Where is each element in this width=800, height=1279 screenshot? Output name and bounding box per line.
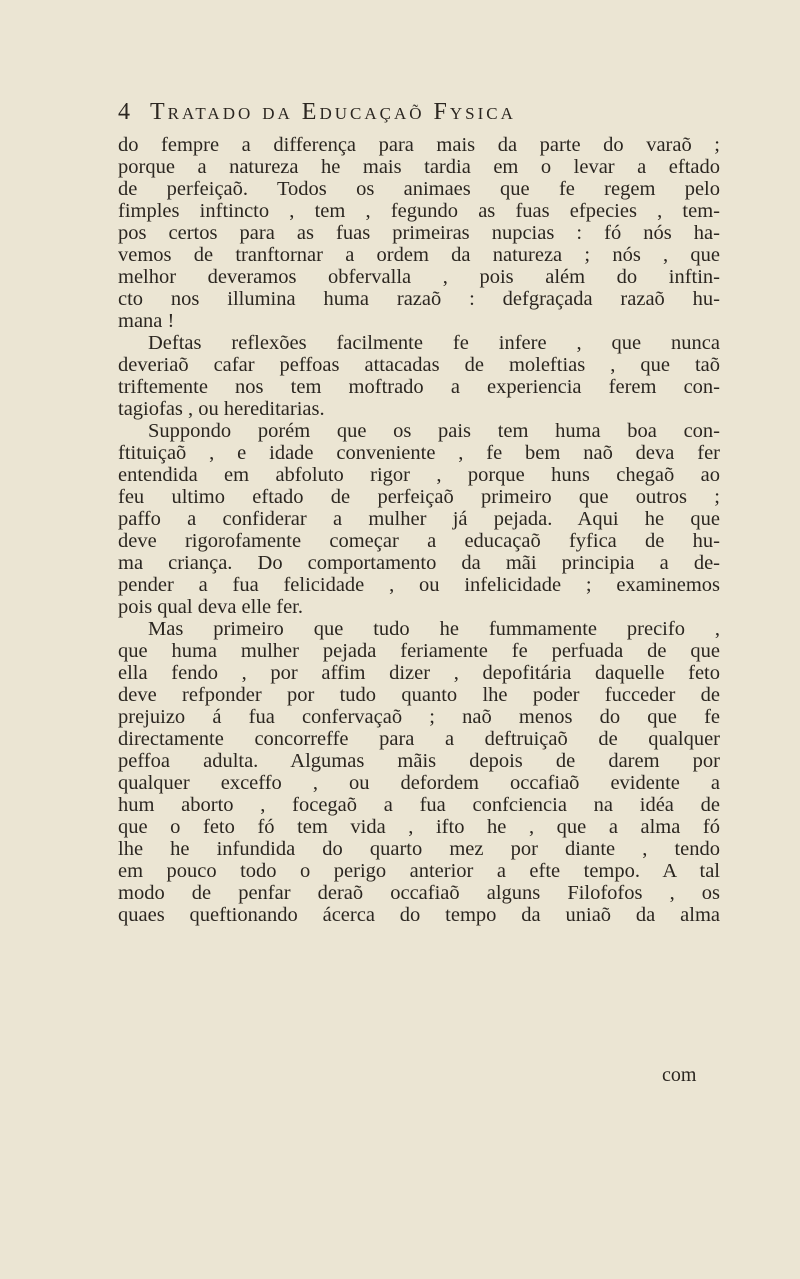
body-text [118, 134, 720, 926]
text-line: tagiofas , ou hereditarias. [118, 398, 325, 420]
page-number: 4 [118, 99, 133, 125]
text-line: peffoa adulta. Algumas mãis depois de darem por [118, 750, 720, 772]
text-line: deveriaõ cafar peffoas attacadas de moleftias , que taõ [118, 354, 720, 376]
text-line: ella fendo , por affim dizer , depofitária daquelle feto [118, 662, 720, 684]
text-line: porque a natureza he mais tardia em o levar a eftado [118, 156, 720, 178]
text-line: melhor deveramos obfervalla , pois além do inftin- [118, 266, 720, 288]
catchword: com [662, 1064, 697, 1086]
running-title: Tratado da Educaçaõ Fysica [150, 99, 516, 125]
text-line: que huma mulher pejada feriamente fe perfuada de que [118, 640, 720, 662]
text-line: deve rigorofamente começar a educaçaõ fyfica de hu- [118, 530, 720, 552]
text-line: lhe he infundida do quarto mez por diante , tendo [118, 838, 720, 860]
text-line: que o feto fó tem vida , ifto he , que a alma fó [118, 816, 720, 838]
text-line: de perfeiçaõ. Todos os animaes que fe regem pelo [118, 178, 720, 200]
text-line: feu ultimo eftado de perfeiçaõ primeiro que outros ; [118, 486, 720, 508]
text-line: Mas primeiro que tudo he fummamente precifo , [148, 618, 720, 640]
text-line: pos certos para as fuas primeiras nupcias : fó nós ha- [118, 222, 720, 244]
text-line: directamente concorreffe para a deftruiçaõ de qualquer [118, 728, 720, 750]
text-line: entendida em abfoluto rigor , porque huns chegaõ ao [118, 464, 720, 486]
text-line: deve refponder por tudo quanto lhe poder fucceder de [118, 684, 720, 706]
text-line: vemos de tranftornar a ordem da natureza ; nós , que [118, 244, 720, 266]
text-line: paffo a confiderar a mulher já pejada. Aqui he que [118, 508, 720, 530]
text-line: pender a fua felicidade , ou infelicidade ; examinemos [118, 574, 720, 596]
text-line: pois qual deva elle fer. [118, 596, 304, 618]
text-line: triftemente nos tem moftrado a experiencia ferem con- [118, 376, 720, 398]
text-line: do fempre a differença para mais da parte do varaõ ; [118, 134, 720, 156]
text-line: modo de penfar deraõ occafiaõ alguns Filofofos , os [118, 882, 720, 904]
text-line: prejuizo á fua confervaçaõ ; naõ menos do que fe [118, 706, 720, 728]
text-line: cto nos illumina huma razaõ : defgraçada razaõ hu- [118, 288, 720, 310]
running-header [118, 97, 698, 127]
text-line: Suppondo porém que os pais tem huma boa con- [148, 420, 720, 442]
text-line: fimples inftincto , tem , fegundo as fuas efpecies , tem- [118, 200, 720, 222]
text-line: Deftas reflexões facilmente fe infere , que nunca [148, 332, 720, 354]
text-line: ftituiçaõ , e idade conveniente , fe bem naõ deva fer [118, 442, 720, 464]
text-line: ma criança. Do comportamento da mãi principia a de- [118, 552, 720, 574]
text-line: em pouco todo o perigo anterior a efte tempo. A tal [118, 860, 720, 882]
text-line: quaes queftionando ácerca do tempo da uniaõ da alma [118, 904, 720, 926]
text-line: hum aborto , focegaõ a fua confciencia na idéa de [118, 794, 720, 816]
text-line: mana ! [118, 310, 175, 332]
text-line: qualquer exceffo , ou defordem occafiaõ evidente a [118, 772, 720, 794]
